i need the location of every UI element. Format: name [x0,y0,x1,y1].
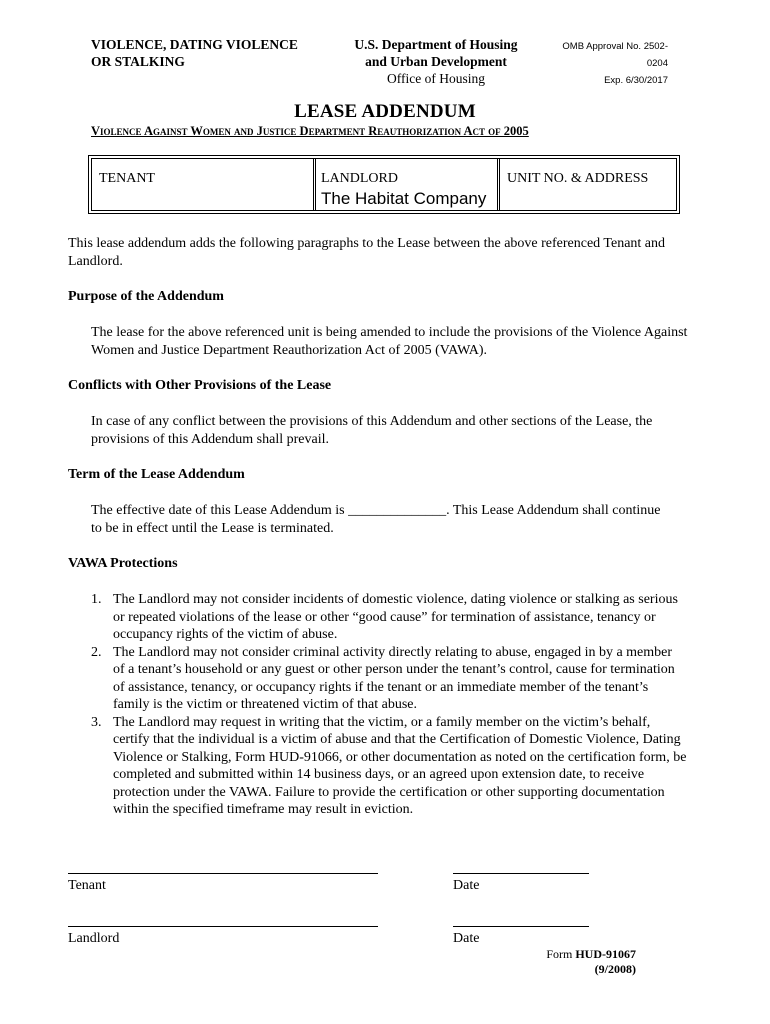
form-number: HUD-91067 [575,947,636,961]
list-item-text: The Landlord may request in writing that the victim, or a family member on the victim’s behalf, certify that the individual is a victim of abuse and that the Certification of Domestic Violence, Dating Violence or Stalking, Form HUD-91066, or other documentation as noted on the certification form, be completed and submitted within 14 business days, or an agreed upon extension date, to receive protection under the VAWA. Failure to provide the certification or other supporting documentation within the specified timeframe may result in eviction. [113,714,687,817]
omb-expiration: Exp. 6/30/2017 [604,75,668,86]
agency-office: Office of Housing [387,71,485,86]
list-item-text: The Landlord may not consider incidents of domestic violence, dating violence or stalking as serious or repeated violations of the lease or other “good cause” for termination of assistance, tenancy or occupancy rights of the victim of abuse. [113,592,678,642]
term-text-before: The effective date of this Lease Addendum is [91,503,345,518]
effective-date-blank[interactable]: ______________ [348,503,447,518]
landlord-date-line[interactable] [453,926,589,927]
landlord-label: LANDLORD [321,171,398,186]
conflicts-heading: Conflicts with Other Provisions of the Lease [68,378,332,393]
unit-address-label: UNIT NO. & ADDRESS [507,171,649,186]
landlord-date-label: Date [453,931,480,946]
form-number-line [540,947,636,962]
list-item [91,644,687,714]
omb-approval: OMB Approval No. 2502-0204 [562,41,668,69]
form-category-line1: VIOLENCE, DATING VIOLENCE [91,37,298,52]
purpose-paragraph: The lease for the above referenced unit is being amended to include the provisions of the Violence Against Women and Justice Department Reauthorization Act of 2005 (VAWA). [91,325,688,358]
landlord-value[interactable]: The Habitat Company [321,189,487,208]
form-category-line2: OR STALKING [91,54,185,69]
list-item-number: 3. [91,714,102,730]
agency-block [340,36,532,87]
landlord-cell[interactable] [316,159,500,210]
vawa-heading: VAWA Protections [68,556,178,571]
form-category [91,36,298,70]
list-item-number: 1. [91,592,102,607]
vawa-protections-list [91,591,687,819]
tenant-signature-line[interactable] [68,873,378,874]
tenant-signature-label: Tenant [68,878,106,893]
tenant-cell[interactable] [92,159,316,210]
form-prefix: Form [546,947,573,961]
document-title: LEASE ADDENDUM [294,101,476,122]
document-subtitle: Violence Against Women and Justice Department Reauthorization Act of 2005 [91,124,529,138]
tenant-date-line[interactable] [453,873,589,874]
landlord-signature-label: Landlord [68,931,120,946]
party-table [88,155,680,214]
tenant-label: TENANT [99,171,155,186]
list-item [91,591,687,644]
intro-paragraph: This lease addendum adds the following paragraphs to the Lease between the above referenced Tenant and Landlord. [68,236,666,269]
party-table-inner [91,158,677,211]
form-number-block [540,947,636,977]
omb-block [548,38,668,89]
list-item-text: The Landlord may not consider criminal activity directly relating to abuse, engaged in by a member of a tenant’s household or any guest or other person under the tenant’s control, cause for termination of assistance, tenancy, or occupancy rights if the tenant or an immediate member of the tenant’s family is the victim or threatened victim of that abuse. [113,644,675,712]
term-heading: Term of the Lease Addendum [68,467,245,482]
unit-address-cell[interactable] [500,159,676,210]
purpose-heading: Purpose of the Addendum [68,289,224,304]
term-text-after: . This Lease Addendum shall continue to be in effect until the Lease is terminated. [91,503,661,536]
list-item-number: 2. [91,644,102,660]
term-paragraph [91,502,671,537]
agency-name-line1: U.S. Department of Housing [354,37,518,52]
landlord-signature-line[interactable] [68,926,378,927]
agency-name-line2: and Urban Development [365,54,507,69]
form-date: (9/2008) [594,962,636,976]
conflicts-paragraph: In case of any conflict between the provisions of this Addendum and other sections of the Lease, the provisions of this Addendum shall prevail. [91,414,653,447]
tenant-date-label: Date [453,878,480,893]
list-item [91,714,687,819]
